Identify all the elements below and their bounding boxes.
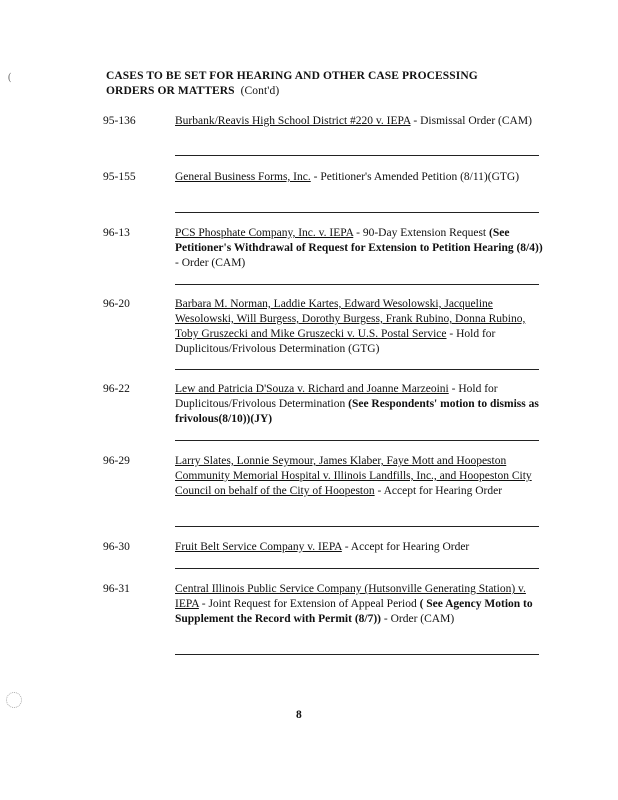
separator-rule — [175, 155, 539, 156]
heading-cont: (Cont'd) — [240, 85, 280, 97]
case-note: (See Petitioner's Withdrawal of Request for Extension to Petition Hearing (8/4)) — [175, 227, 543, 254]
case-title: Larry Slates, Lonnie Seymour, James Klaber, Faye Mott and Hoopeston Community Memorial Hospital v. Illinois Landfills, Inc., and Hoopeston City Council on behalf of the City of Hoopeston — [175, 455, 532, 497]
scan-mark: ( — [8, 72, 12, 83]
separator-rule — [175, 369, 539, 370]
case-number: 95-136 — [103, 115, 136, 127]
case-title: Fruit Belt Service Company v. IEPA — [175, 541, 342, 553]
case-number: 96-20 — [103, 298, 130, 310]
separator-rule — [175, 212, 539, 213]
case-description — [175, 454, 547, 499]
case-title: Central Illinois Public Service Company (Hutsonville Generating Station) v. IEPA — [175, 583, 526, 610]
case-detail: - 90-Day Extension Request — [353, 227, 490, 239]
case-title: Barbara M. Norman, Laddie Kartes, Edward Wesolowski, Jacqueline Wesolowski, Will Burgess, Dorothy Burgess, Frank Rubino, Donna Rubino, Toby Gruszecki and Mike Gruszecki v. U.S. Postal Service — [175, 298, 526, 340]
separator-rule — [175, 526, 539, 527]
case-detail: - Hold for Duplicitous/Frivolous Determination (GTG) — [175, 328, 496, 355]
case-number: 96-22 — [103, 383, 130, 395]
case-description — [175, 382, 547, 427]
page-number: 8 — [296, 709, 302, 721]
case-title: PCS Phosphate Company, Inc. v. IEPA — [175, 227, 354, 239]
case-detail-2: - Order (CAM) — [381, 613, 455, 625]
case-number: 96-29 — [103, 455, 130, 467]
case-description — [175, 226, 547, 271]
case-description — [175, 114, 547, 129]
case-detail: - Accept for Hearing Order — [374, 485, 503, 497]
case-note: ( See Agency Motion to Supplement the Record with Permit (8/7)) — [175, 598, 533, 625]
case-description — [175, 170, 547, 185]
case-title: General Business Forms, Inc. — [175, 171, 311, 183]
separator-rule — [175, 284, 539, 285]
case-title: Lew and Patricia D'Souza v. Richard and Joanne Marzeoini — [175, 383, 449, 395]
scan-mark — [6, 692, 22, 708]
case-number: 96-13 — [103, 227, 130, 239]
case-number: 96-30 — [103, 541, 130, 553]
case-detail: - Petitioner's Amended Petition (8/11)(GTG) — [310, 171, 520, 183]
case-number: 96-31 — [103, 583, 130, 595]
separator-rule — [175, 654, 539, 655]
case-description — [175, 297, 547, 357]
separator-rule — [175, 440, 539, 441]
case-detail: - Hold for Duplicitous/Frivolous Determination — [175, 383, 498, 410]
heading-line-1: CASES TO BE SET FOR HEARING AND OTHER CASE PROCESSING — [106, 70, 478, 82]
case-detail-2: - Order (CAM) — [175, 257, 246, 269]
heading-line-2-text: ORDERS OR MATTERS — [106, 85, 235, 97]
heading-line-2 — [106, 84, 526, 99]
case-description — [175, 582, 547, 627]
case-detail: - Joint Request for Extension of Appeal Period — [198, 598, 420, 610]
page-heading — [106, 69, 526, 99]
case-detail: - Accept for Hearing Order — [341, 541, 470, 553]
separator-rule — [175, 568, 539, 569]
case-detail: - Dismissal Order (CAM) — [410, 115, 532, 127]
case-description — [175, 540, 547, 555]
case-note: (See Respondents' motion to dismiss as frivolous(8/10))(JY) — [175, 398, 539, 425]
case-number: 95-155 — [103, 171, 136, 183]
case-title: Burbank/Reavis High School District #220 v. IEPA — [175, 115, 411, 127]
